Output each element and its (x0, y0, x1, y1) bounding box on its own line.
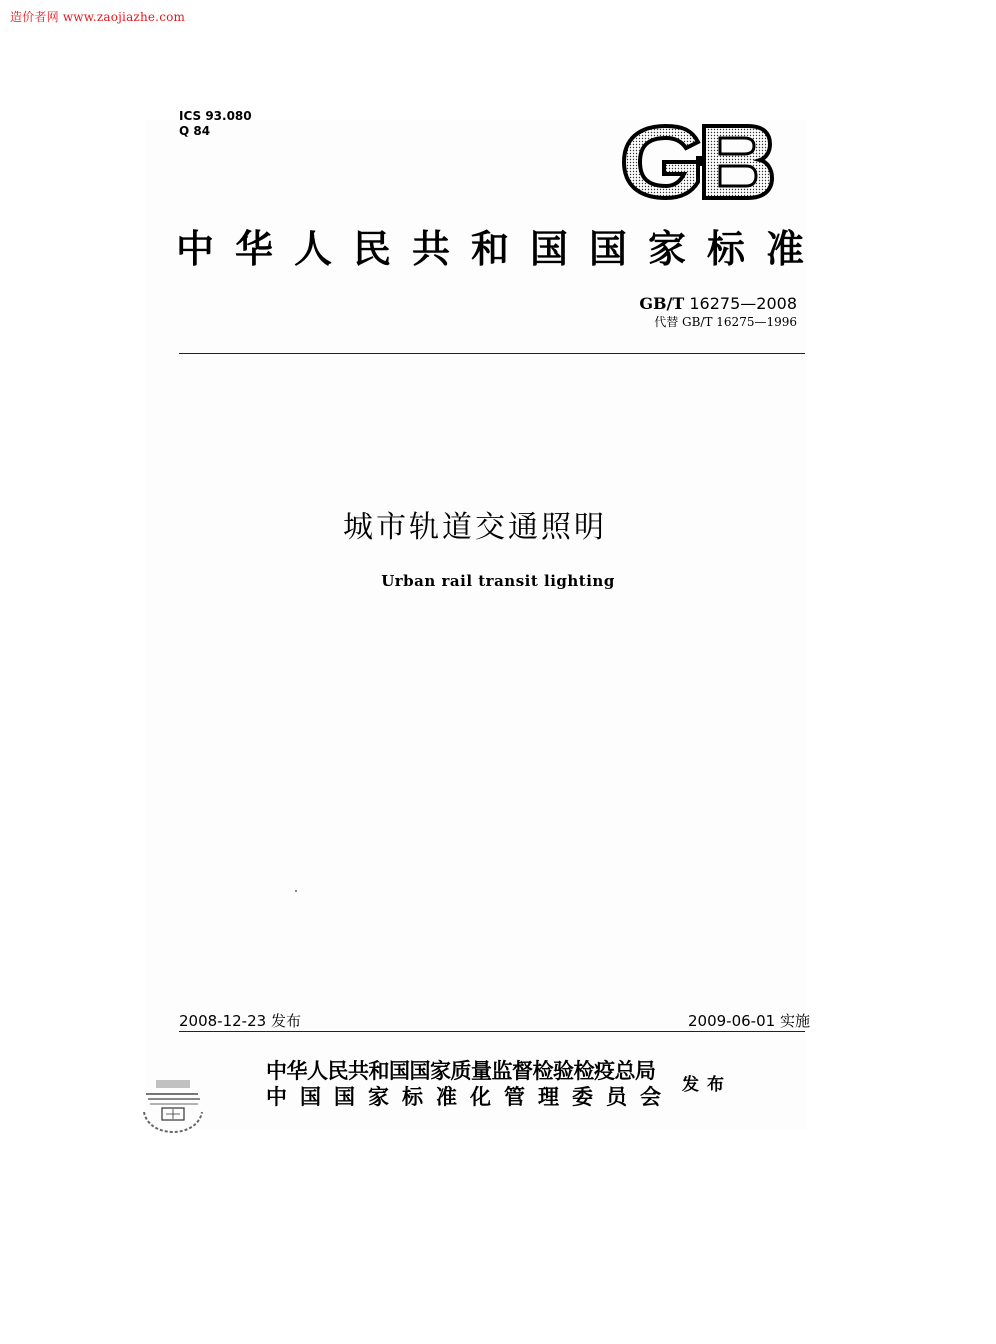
standard-prefix: GB/T (639, 294, 685, 313)
standard-code: 16275—2008 (689, 294, 797, 313)
classification-codes (179, 109, 252, 139)
footer-divider (179, 1031, 805, 1032)
watermark-text: 造价者网 www.zaojiazhe.com (10, 10, 186, 24)
replaces-standard: 代替 GB/T 16275—1996 (654, 315, 797, 329)
header-divider (179, 353, 805, 354)
publish-label: 发布 (682, 1075, 732, 1095)
national-standard-title: 中华人民共和国国家标准 (176, 227, 826, 271)
issuer-aqsiq: 中华人民共和国国家质量监督检验检疫总局 (266, 1058, 656, 1083)
gb-logo-icon (620, 122, 775, 202)
scan-speck (295, 890, 297, 892)
document-title-en: Urban rail transit lighting (381, 572, 615, 590)
issue-date: 2008-12-23 发布 (179, 1012, 301, 1030)
issuer-sac: 中国国家标准化管理委员会 (266, 1084, 674, 1109)
document-title-cn: 城市轨道交通照明 (343, 510, 607, 545)
ccs-code: Q 84 (179, 124, 211, 138)
ics-code-clipped (179, 109, 252, 124)
implementation-date: 2009-06-01 实施 (688, 1012, 810, 1030)
ics-code: ICS 93.080 (179, 109, 252, 123)
standard-number (639, 294, 797, 313)
library-stamp-icon (140, 1078, 206, 1134)
